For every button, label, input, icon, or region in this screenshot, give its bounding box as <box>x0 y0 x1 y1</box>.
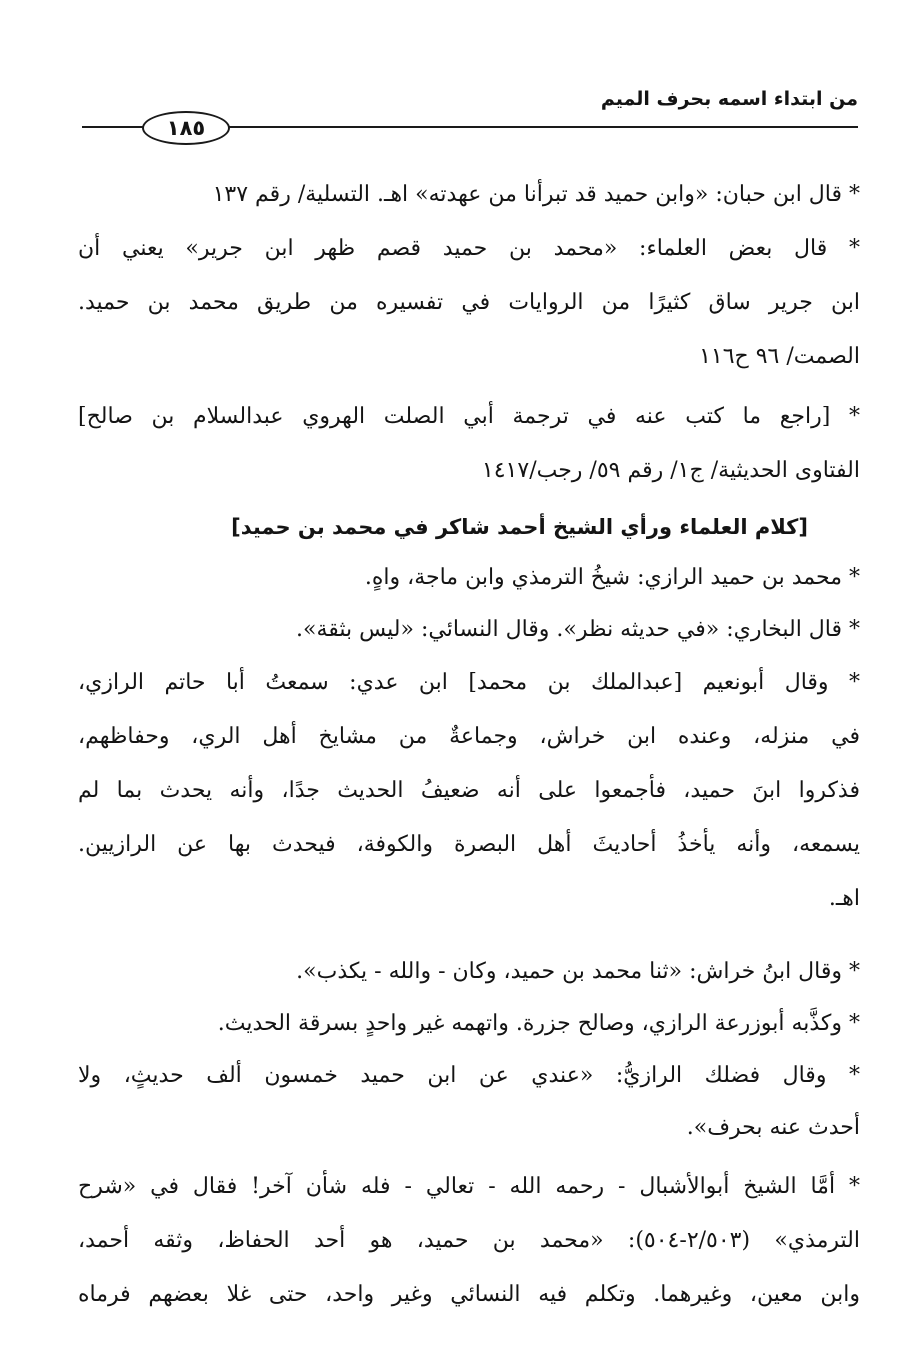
text-line: في منزله، وعنده ابن خراش، وجماعةٌ من مشايخ أهل الري، وحفاظهم، <box>78 724 860 749</box>
text-line: أحدث عنه بحرف». <box>686 1115 860 1140</box>
paragraph-fatawa-reference <box>78 390 860 498</box>
text-line: * وقال فضلك الرازيُّ: «عندي عن ابن حميد خمسون ألف حديثٍ، ولا <box>78 1063 860 1088</box>
paragraph-ibn-khirash <box>78 946 860 998</box>
text-line: فذكروا ابنَ حميد، فأجمعوا على أنه ضعيفُ الحديث جدًا، وأنه يحدث بما لم <box>78 778 860 803</box>
text-line: وابن معين، وغيرهما. وتكلم فيه النسائي وغير واحد، حتى غلا بعضهم فرماه <box>78 1282 860 1307</box>
text-line: * وكذَّبه أبوزرعة الرازي، وصالح جزرة. واتهمه غير واحدٍ بسرقة الحديث. <box>217 1011 860 1036</box>
paragraph-abu-zura <box>78 998 860 1050</box>
paragraph-fadlak <box>78 1050 860 1154</box>
paragraph-abu-al-ashbal <box>78 1160 860 1322</box>
text-line: * [راجع ما كتب عنه في ترجمة أبي الصلت الهروي عبدالسلام بن صالح] <box>78 404 860 429</box>
text-line: * محمد بن حميد الرازي: شيخُ الترمذي وابن ماجة، واهٍ. <box>364 565 860 590</box>
text-line: اهـ. <box>828 886 860 911</box>
page-number: ١٨٥ <box>142 111 230 145</box>
text-line: الصمت/ ٩٦ ح١١٦ <box>699 344 860 369</box>
text-line: ابن جرير ساق كثيرًا من الروايات في تفسيره من طريق محمد بن حميد. <box>78 290 860 315</box>
page-body <box>78 168 860 1322</box>
paragraph-razi <box>78 552 860 604</box>
paragraph-abu-nuaym <box>78 656 860 926</box>
text-line: * وقال أبونعيم [عبدالملك بن محمد] ابن عدي: سمعتُ أبا حاتم الرازي، <box>78 670 860 695</box>
text-line: الترمذي» (٢/٥٠٣-٥٠٤): «محمد بن حميد، هو أحد الحفاظ، وثقه أحمد، <box>78 1228 860 1253</box>
section-heading: [كلام العلماء ورأي الشيخ أحمد شاكر في محمد بن حميد] <box>231 515 808 539</box>
text-line: يسمعه، وأنه يأخذُ أحاديثَ أهل البصرة والكوفة، فيحدث بها عن الرازيين. <box>78 832 860 857</box>
text-line: الفتاوى الحديثية/ ج١/ رقم ٥٩/ رجب/١٤١٧ <box>481 458 860 483</box>
paragraph-bukhari <box>78 604 860 656</box>
text-line: * قال ابن حبان: «وابن حميد قد تبرأنا من عهدته» اهـ. التسلية/ رقم ١٣٧ <box>212 182 860 207</box>
paragraph-ibn-hibban <box>78 168 860 222</box>
running-title: من ابتداء اسمه بحرف الميم <box>600 88 858 110</box>
text-line: * قال البخاري: «في حديثه نظر». وقال النسائي: «ليس بثقة». <box>295 617 860 642</box>
text-line: * أمَّا الشيخ أبوالأشبال - رحمه الله - تعالي - فله شأن آخر! فقال في «شرح <box>78 1174 860 1199</box>
text-line: * قال بعض العلماء: «محمد بن حميد قصم ظهر ابن جرير» يعني أن <box>78 236 860 261</box>
text-line: * وقال ابنُ خراش: «ثنا محمد بن حميد، وكان - والله - يكذب». <box>296 959 860 984</box>
paragraph-some-scholars <box>78 222 860 384</box>
